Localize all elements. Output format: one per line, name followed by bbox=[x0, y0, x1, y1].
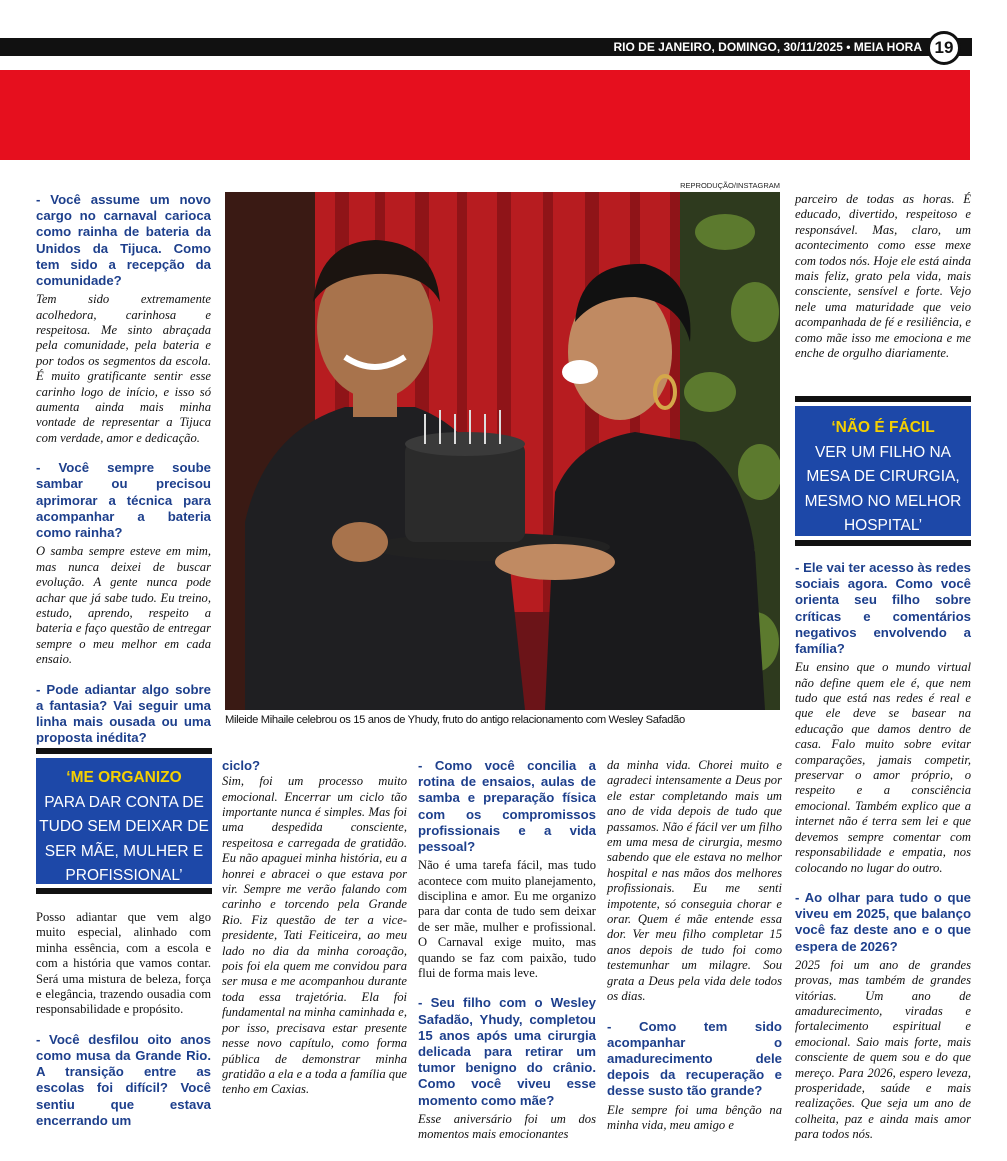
answer: Sim, foi um processo muito emocional. Encerrar um ciclo tão importante nunca é simples. Mas foi uma despedida consciente, respeitosa e carregada de gratidão. Eu não apaguei minha história, eu a honrei e abracei o que estava por vir. Sempre me verão falando com carinho e torcendo pela Grande Rio. Fiz questão de ter a vice-presidente, Tati Feiticeira, ao meu lado no dia da minha coroação, pois foi ela quem me convidou para ser musa e me acompanhou durante toda essa trajetória. Ela foi fundamental na minha caminhada e, por isso, precisava estar presente nesse novo capítulo, como forma pública de demonstrar minha gratidão a ela e a toda a família que tenho em Caxias. bbox=[222, 774, 407, 1097]
red-banner bbox=[0, 70, 970, 160]
question: - Você assume um novo cargo no carnaval carioca como rainha de bateria da Unidos da Tijuca. Como tem sido a recepção da comunidade? bbox=[36, 192, 211, 289]
photo-credit: REPRODUÇÃO/INSTAGRAM bbox=[680, 181, 780, 190]
photo bbox=[225, 192, 780, 710]
question: - Você sempre soube sambar ou precisou aprimorar a técnica para acompanhar a bateria como rainha? bbox=[36, 460, 211, 541]
answer: Não é uma tarefa fácil, mas tudo acontece com muito planejamento, disciplina e amor. Eu me organizo para dar conta de tudo sem deixar de ser mãe, mulher e profissional. O Carnaval exige muito, mas quando se faz com paixão, tudo flui de forma mais leve. bbox=[418, 858, 596, 981]
dateline: RIO DE JANEIRO, DOMINGO, 30/11/2025 • MEIA HORA bbox=[613, 40, 922, 54]
pull-quote-line: VER UM FILHO NA bbox=[814, 443, 952, 461]
answer: O samba sempre esteve em mim, mas nunca deixei de buscar evolução. A gente nunca pode achar que já sabe tudo. Eu treino, estudo, aprendo, respeito a bateria e faço questão de entregar sempre o meu melhor em cada ensaio. bbox=[36, 544, 211, 667]
answer: Tem sido extremamente acolhedora, carinhosa e respeitosa. Me sinto abraçada pela comunidade, pela bateria e por todos os segmentos da escola. É muito gratificante sentir esse carinho logo de início, e isso só aumenta ainda mais minha vontade de representar a Tijuca com verdade, amor e dedicação. bbox=[36, 292, 211, 445]
pull-quote-line: TUDO SEM DEIXAR DE bbox=[39, 818, 209, 835]
question: - Como você concilia a rotina de ensaios, aulas de samba e preparação física com os compromissos profissionais e a vida pessoal? bbox=[418, 758, 596, 855]
pull-quote-line: HOSPITAL’ bbox=[843, 517, 923, 534]
pull-quote-first-line: ‘NÃO É FÁCIL bbox=[831, 419, 935, 436]
question: - Você desfilou oito anos como musa da Grande Rio. A transição entre as escolas foi difícil? Você sentiu que estava encerrando um bbox=[36, 1031, 211, 1128]
pull-quote-line: SER MÃE, MULHER E bbox=[44, 842, 204, 860]
column-5-bottom bbox=[795, 560, 971, 1140]
answer: Posso adiantar que vem algo muito especial, alinhado com minha essência, com a escola e com a história que vamos contar. Será uma mistura de beleza, força e elegância, trazendo ousadia com responsabilidade e propósito. bbox=[36, 910, 211, 1017]
question-continued: ciclo? bbox=[222, 758, 261, 773]
question: - Como tem sido acompanhar o amadurecimento dele depois da recuperação e desse susto tão grande? bbox=[607, 1018, 782, 1099]
answer: Esse aniversário foi um dos momentos mais emocionantes bbox=[418, 1111, 596, 1142]
question: - Ele vai ter acesso às redes sociais agora. Como você orienta seu filho sobre críticas e comentários negativos envolvendo a família? bbox=[795, 560, 971, 657]
column-2 bbox=[222, 758, 407, 1138]
answer: parceiro de todas as horas. É educado, divertido, respeitoso e responsável. Mas, claro, um acontecimento como esse mexe com todos nós. Hoje ele está ainda mais feliz, grato pela vida, mais consciente, sensível e forte. Vejo nele uma maturidade que veio acompanhada de fé e resiliência, e como mãe isso me emociona e me enche de orgulho diariamente. bbox=[795, 192, 971, 361]
answer: da minha vida. Chorei muito e agradeci intensamente a Deus por ele estar completando mais um ano de vida depois de tudo que passamos. Não é fácil ver um filho em uma mesa de cirurgia, mesmo sabendo que ele estava no melhor hospital e nas mãos dos melhores profissionais. Eu me senti impotente, só conseguia chorar e orar. Quem é mãe entende essa dor. Ver meu filho completar 15 anos depois de tudo foi como testemunhar um milagre. Sou grata a Deus pela vida dele todos os dias. bbox=[607, 758, 782, 1004]
column-1-top bbox=[36, 192, 211, 746]
answer: 2025 foi um ano de grandes provas, mas também de grandes vitórias. Um ano de amadurecimento, viradas e fortalecimento espiritual e emocional. Saio mais forte, mais consciente de quem sou e do que mereço. Para 2026, espero leveza, prosperidade, saúde e mais realizações. Que seja um ano de colheita, paz e ainda mais amor para todos nós. bbox=[795, 957, 971, 1142]
pull-quote-line: PARA DAR CONTA DE bbox=[44, 793, 204, 811]
pull-quote-line: MESA DE CIRURGIA, bbox=[806, 468, 960, 485]
photo-caption: Mileide Mihaile celebrou os 15 anos de Yhudy, fruto do antigo relacionamento com Wesley Safadão bbox=[225, 714, 685, 726]
pull-quote-right bbox=[795, 396, 971, 546]
column-1-bottom bbox=[36, 910, 211, 1130]
page-number: 19 bbox=[927, 31, 961, 65]
pull-quote-line: PROFISSIONAL’ bbox=[65, 867, 183, 884]
column-4 bbox=[607, 758, 782, 1138]
column-5-top bbox=[795, 192, 971, 382]
pull-quote-line: MESMO NO MELHOR bbox=[804, 492, 962, 510]
pull-quote-first-line: ‘ME ORGANIZO bbox=[66, 769, 182, 786]
answer: Ele sempre foi uma bênção na minha vida, meu amigo e bbox=[607, 1102, 782, 1132]
question: - Pode adiantar algo sobre a fantasia? Vai seguir uma linha mais ousada ou uma proposta inédita? bbox=[36, 681, 211, 746]
answer: Eu ensino que o mundo virtual não define quem ele é, que nem tudo que está nas redes é real e que ele deve se basear na educação que damos dentro de casa. Falo muito sobre evitar comparações, jamais competir, preservar o amor próprio, o respeito e a consciência emocional. Também explico que a internet não é terra sem lei e que devemos sempre comentar com responsabilidade e empatia, nos colocando no lugar do outro. bbox=[795, 660, 971, 875]
question: - Seu filho com o Wesley Safadão, Yhudy, completou 15 anos após uma cirurgia delicada para retirar um tumor benigno do crânio. Como você viveu esse momento como mãe? bbox=[418, 995, 596, 1108]
column-3 bbox=[418, 758, 596, 1142]
pull-quote-left bbox=[36, 748, 212, 894]
question: - Ao olhar para tudo o que viveu em 2025, que balanço você faz deste ano e o que espera de 2026? bbox=[795, 889, 971, 954]
